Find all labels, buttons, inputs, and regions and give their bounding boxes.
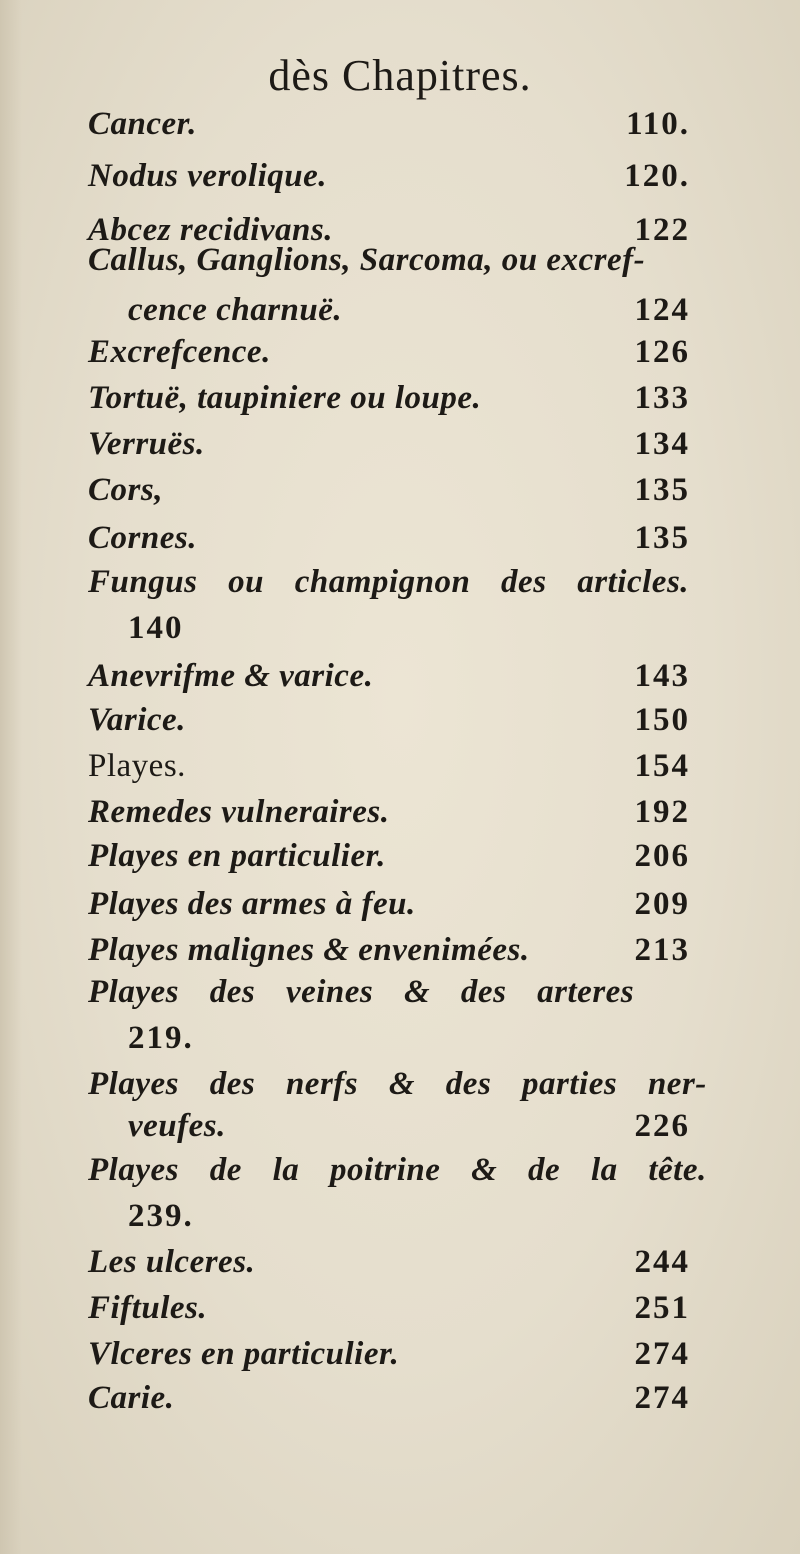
entry-title: Playes des armes à feu. [88,886,416,922]
toc-entry [0,1380,800,1430]
entry-page: 239. [128,1198,194,1234]
entry-title: Anevrifme & varice. [88,658,374,694]
toc-entry [0,106,800,156]
entry-title: Vlceres en particulier. [88,1336,400,1372]
entry-title: Playes. [88,748,186,784]
entry-title: Playes de la poitrine & de la tête. [88,1152,707,1188]
toc-entry [0,1244,800,1294]
entry-page: 140 [128,610,184,646]
entry-page: 134 [634,426,690,462]
entry-page: 122 [634,212,690,248]
entry-page: 213 [634,932,690,968]
entry-title-continuation: cence charnuë. [128,292,343,328]
entry-page: 154 [634,748,690,784]
toc-entry-continuation [0,1020,800,1070]
entry-title: Tortuë, taupiniere ou loupe. [88,380,482,416]
toc-entry-continuation [0,1108,800,1158]
entry-title: Playes des veines & des arteres [88,974,635,1010]
running-header: dès Chapitres. [268,51,532,100]
entry-page: 143 [634,658,690,694]
toc-entry [0,1290,800,1340]
entry-title: Abcez recidivans. [88,212,333,248]
toc-entry-continuation [0,610,800,660]
entry-page: 120. [624,158,690,194]
entry-title: Cors, [88,472,163,508]
toc-entry [0,794,800,844]
entry-title: Fiftules. [88,1290,208,1326]
toc-entry [0,564,800,614]
entry-title: Cornes. [88,520,197,556]
entry-page: 110. [626,106,690,142]
entry-title: Remedes vulneraires. [88,794,390,830]
toc-entry [0,472,800,522]
entry-title: Carie. [88,1380,175,1416]
entry-page: 206 [634,838,690,874]
toc-entry [0,748,800,798]
entry-title: Playes en particulier. [88,838,386,874]
entry-title: Playes des nerfs & des parties ner- [88,1066,707,1102]
entry-page: 150 [634,702,690,738]
toc-entry [0,974,800,1024]
entry-page: 251 [634,1290,690,1326]
entry-page: 135 [634,472,690,508]
toc-entry [0,1336,800,1386]
entry-page: 192 [634,794,690,830]
toc-entry [0,838,800,888]
entry-page: 126 [634,334,690,370]
toc-entry [0,380,800,430]
entry-page: 133 [634,380,690,416]
toc-entry [0,886,800,936]
entry-page: 135 [634,520,690,556]
entry-title: Playes malignes & envenimées. [88,932,530,968]
entry-page: 274 [634,1380,690,1416]
toc-entry [0,658,800,708]
entry-title: Cancer. [88,106,197,142]
toc-entry [0,702,800,752]
entry-title: Les ulceres. [88,1244,256,1280]
entry-page: 219. [128,1020,194,1056]
toc-entry [0,426,800,476]
entry-page: 244 [634,1244,690,1280]
entry-page: 209 [634,886,690,922]
entry-title: Varice. [88,702,186,738]
entry-title: Excrefcence. [88,334,271,370]
entry-title: Callus, Ganglions, Sarcoma, ou excref- [88,242,646,278]
toc-entry [0,1152,800,1202]
entry-page: 124 [634,292,690,328]
entry-page: 274 [634,1336,690,1372]
toc-entry [0,158,800,208]
toc-entry [0,334,800,384]
entry-title: Nodus verolique. [88,158,327,194]
toc-entry-continuation [0,1198,800,1248]
entry-page: 226 [634,1108,690,1144]
entry-title: Fungus ou champignon des articles. [88,564,690,600]
toc-entry [0,520,800,570]
entry-title-continuation: veufes. [128,1108,226,1144]
toc-entry [0,242,800,292]
entry-title: Verruës. [88,426,205,462]
